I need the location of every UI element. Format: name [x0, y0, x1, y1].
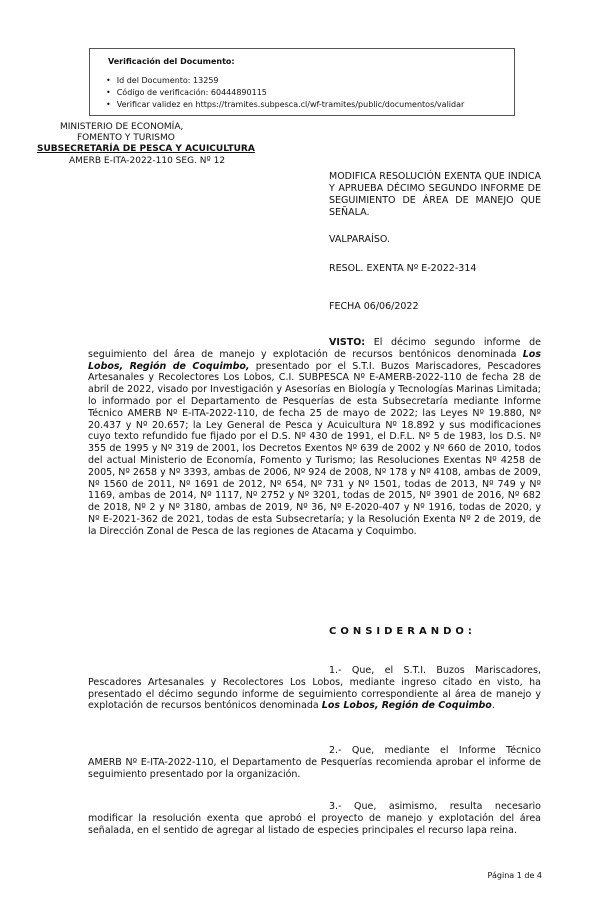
visto-text-1: El décimo segundo informe de seguimiento del área de manejo y explotación de recursos bentónicos denominada [88, 337, 541, 360]
city: VALPARAÍSO. [329, 234, 390, 245]
subsecretaria-name: SUBSECRETARÍA DE PESCA Y ACUICULTURA [37, 144, 255, 154]
considerando-1-text: 1.- Que, el S.T.I. Buzos Mariscadores, Pescadores Artesanales y Recolectores Los Lobos, mediante ingreso citado en visto, ha presentado el décimo segundo informe de seguimiento correspondiente al área de manejo y explotación de recursos bentónicos denominada [88, 665, 541, 712]
verification-title: Verificación del Documento: [108, 57, 235, 66]
resolution-title: MODIFICA RESOLUCIÓN EXENTA QUE INDICA Y APRUEBA DÉCIMO SEGUNDO INFORME DE SEGUIMIENTO DE ÁREA DE MANEJO QUE SEÑALA. [329, 171, 541, 218]
ministry-name: MINISTERIO DE ECONOMÍA, [60, 122, 184, 132]
ministry-name-cont: FOMENTO Y TURISMO [77, 133, 175, 143]
page-number: Página 1 de 4 [487, 871, 542, 880]
verification-code: • Código de verificación: 60444890115 [106, 87, 464, 99]
visto-paragraph [88, 337, 541, 538]
considerando-1-end: . [491, 700, 495, 712]
verification-list [106, 75, 464, 111]
document-reference: AMERB E-ITA-2022-110 SEG. Nº 12 [69, 156, 226, 166]
considerando-1-area: Los Lobos, Región de Coquimbo [321, 700, 492, 712]
considerando-3: 3.- Que, asimismo, resulta necesario modificar la resolución exenta que aprobó el proyecto de manejo y explotación del área señalada, en el sentido de agregar al listado de especies principales el recurso lapa reina. [88, 801, 541, 836]
visto-area-name: Los Lobos, Región de Coquimbo, [88, 348, 541, 372]
resolution-number: RESOL. EXENTA Nº E-2022-314 [329, 263, 477, 274]
resolution-date: FECHA 06/06/2022 [329, 301, 419, 312]
considerando-2: 2.- Que, mediante el Informe Técnico AMERB Nº E-ITA-2022-110, el Departamento de Pesquerías recomienda aprobar el informe de seguimiento presentado por la organización. [88, 745, 541, 780]
visto-text-2: presentado por el S.T.I. Buzos Mariscadores, Pescadores Artesanales y Recolectores Los Lobos, C.I. SUBPESCA Nº E-AMERB-2022-110 de fecha 28 de abril de 2022, visado por Investigación y Asesorías en Biología y Tecnologías Marinas Limitada; lo informado por el Departamento de Pesquerías de esta Subsecretaría mediante Informe Técnico AMERB Nº E-ITA-2022-110, de fecha 25 de mayo de 2022; las Leyes Nº 19.880, Nº 20.437 y Nº 20.657; la Ley General de Pesca y Acuicultura Nº 18.892 y sus modificaciones cuyo texto refundido fue fijado por el D.S. Nº 430 de 1991, el D.F.L. Nº 5 de 1983, los D.S. Nº 355 de 1995 y Nº 319 de 2001, los Decretos Exentos Nº 639 de 2002 y Nº 660 de 2010, todos del actual Ministerio de Economía, Fomento y Turismo; las Resoluciones Exentas Nº 4258 de 2005, Nº 2658 y Nº 3393, ambas de 2006, Nº 924 de 2008, Nº 178 y Nº 4108, ambas de 2009, Nº 1560 de 2011, Nº 1691 de 2012, Nº 654, Nº 731 y Nº 1501, todas de 2013, Nº 749 y Nº 1169, ambas de 2014, Nº 1117, Nº 2752 y Nº 3201, todas de 2015, Nº 3901 de 2016, Nº 682 de 2018, Nº 2 y Nº 3180, ambas de 2019, Nº 36, Nº E-2020-407 y Nº 1916, todas de 2020, y Nº E-2021-362 de 2021, todas de esta Subsecretaría; y la Resolución Exenta Nº 2 de 2019, de la Dirección Zonal de Pesca de las regiones de Atacama y Coquimbo. [88, 360, 541, 537]
visto-label: VISTO: [329, 337, 366, 348]
verification-url[interactable]: • Verificar validez en https://tramites.subpesca.cl/wf-tramites/public/documentos/validar [106, 99, 464, 111]
considerando-heading: CONSIDERANDO: [329, 626, 476, 637]
verification-box [89, 48, 515, 116]
document-id: • Id del Documento: 13259 [106, 75, 464, 87]
considerando-1 [88, 665, 541, 712]
